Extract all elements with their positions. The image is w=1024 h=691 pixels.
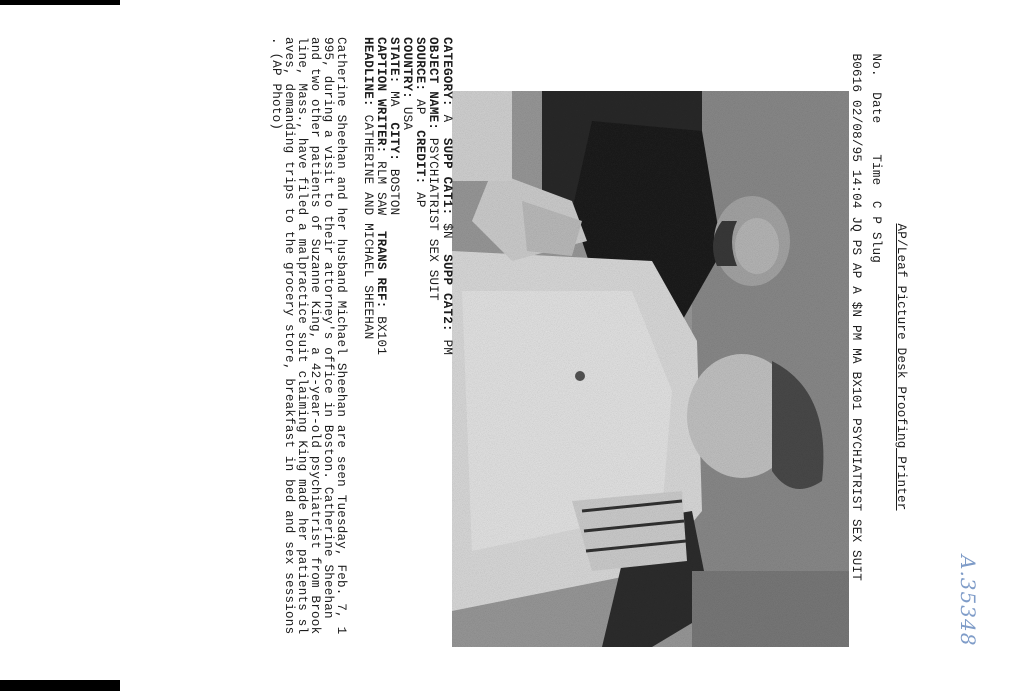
meta-source: SOURCE: AP CREDIT: AP — [413, 37, 427, 208]
scan-edge-bottom — [0, 680, 120, 691]
caption-line-2: 995, during a visit to their attorney's office in Boston. Catherine Sheehan — [321, 37, 335, 619]
meta-caption-writer: CAPTION WRITER: RLM SAW TRANS REF: BX101 — [374, 37, 388, 356]
printer-title: AP/Leaf Picture Desk Proofing Printer — [893, 223, 908, 511]
meta-object-name: OBJECT NAME: PSYCHIATRIST SEX SUIT — [426, 37, 440, 301]
column-headers: No. Date Time C P Slug — [868, 53, 883, 263]
scan-edge — [0, 0, 120, 5]
caption-line-6: . (AP Photo) — [269, 37, 283, 131]
meta-headline: HEADLINE: CATHERINE AND MICHAEL SHEEHAN — [361, 37, 375, 340]
photo-image — [452, 91, 849, 647]
handwritten-archive-number: A.35348 — [956, 555, 980, 647]
caption-line-1: Catherine Sheehan and her husband Michael Sheehan are seen Tuesday, Feb. 7, 1 — [334, 37, 348, 635]
meta-state: STATE: MA CITY: BOSTON — [387, 37, 401, 216]
meta-country: COUNTRY: USA — [400, 37, 414, 131]
caption-line-3: and two other patients of Suzanne King, a 42-year-old psychiatrist from Brook — [308, 37, 322, 635]
meta-category: CATEGORY: A SUPP CAT1: $N SUPP CAT2: PM — [440, 37, 454, 356]
photo-two-people — [452, 91, 849, 647]
caption-line-4: line, Mass., have filed a malpractice suit claiming King made her patients sl — [295, 37, 309, 635]
caption-line-5: aves, demanding trips to the grocery store, breakfast in bed and sex sessions — [282, 37, 296, 635]
left-margin — [0, 4, 121, 679]
record-line: B0616 02/08/95 14:04 JQ PS AP A $N PM MA BX101 PSYCHIATRIST SEX SUIT — [848, 53, 863, 582]
